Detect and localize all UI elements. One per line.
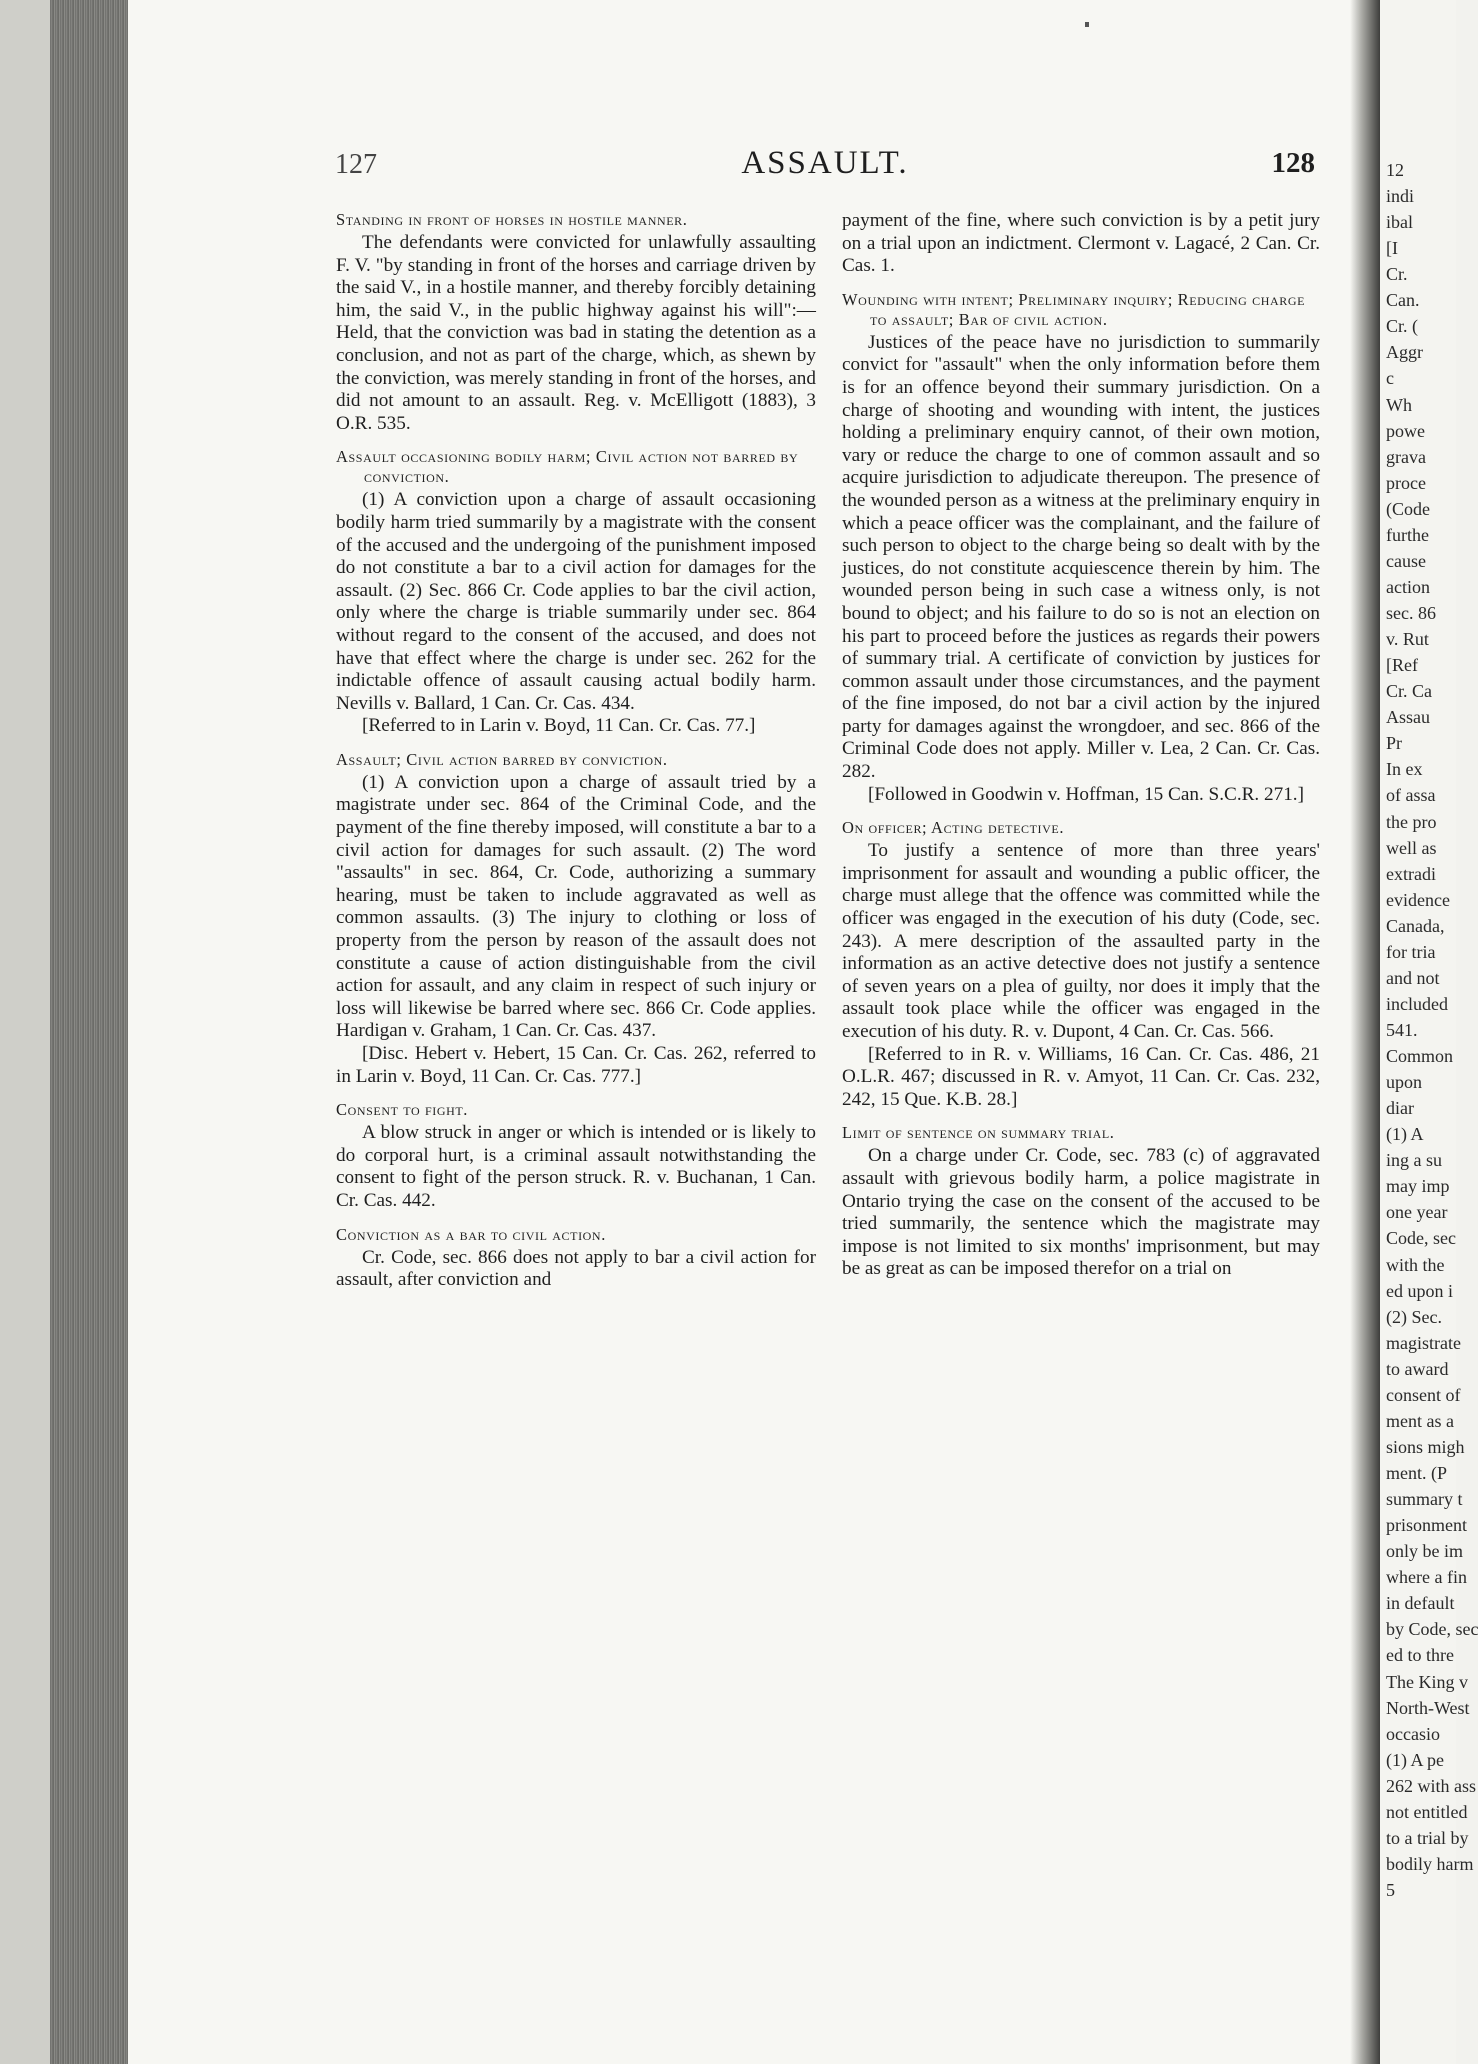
next-page-text-fragment: Canada, (1386, 915, 1445, 936)
next-page-text-fragment: In ex (1386, 759, 1423, 780)
next-page-text-fragment: Assau (1386, 707, 1430, 728)
print-mark (1085, 22, 1089, 27)
next-page-text-fragment: ed to thre (1386, 1645, 1454, 1666)
next-page-text-fragment: (1) A pe (1386, 1749, 1444, 1770)
next-page-text-fragment: magistrate (1386, 1332, 1461, 1353)
next-page-text-fragment: ing a su (1386, 1150, 1442, 1171)
next-page-text-fragment: [I (1386, 238, 1398, 259)
next-page-text-fragment: of assa (1386, 785, 1436, 806)
next-page-text-fragment: only be im (1386, 1541, 1463, 1562)
next-page-text-fragment: Pr (1386, 733, 1403, 754)
next-page-text-fragment: where a fin (1386, 1567, 1467, 1588)
section-heading: Assault; Civil action barred by conviction. (336, 749, 668, 769)
next-page-text-fragment: Cr. ( (1386, 316, 1419, 337)
next-page-text-fragment: (1) A (1386, 1124, 1424, 1145)
next-page-text-fragment: ed upon i (1386, 1280, 1453, 1301)
next-page-text-fragment: ment. (P (1386, 1463, 1447, 1484)
next-page-text-fragment: the pro (1386, 811, 1437, 832)
next-page-text-fragment: sions migh (1386, 1436, 1465, 1457)
next-page-text-fragment: to a trial by (1386, 1827, 1469, 1848)
next-page-text-fragment: ment as a (1386, 1410, 1454, 1431)
book-edge (0, 0, 50, 2064)
right-column (842, 210, 1320, 1281)
next-page-text-fragment: prisonment (1386, 1515, 1467, 1536)
next-page-text-fragment: Code, sec (1386, 1228, 1456, 1249)
case-paragraph: Cr. Code, sec. 866 does not apply to bar a civil action for assault, after conviction and (336, 1246, 816, 1291)
case-paragraph: A blow struck in anger or which is intended or is likely to do corporal hurt, is a criminal assault notwithstanding the consent to fight of the person struck. R. v. Buchanan, 1 Can. Cr. Cas. 442. (336, 1122, 816, 1211)
next-page-text-fragment: indi (1386, 186, 1415, 207)
book-gutter (1350, 0, 1380, 2064)
running-header (335, 145, 1315, 195)
next-page-text-fragment: may imp (1386, 1176, 1450, 1197)
next-page-text-fragment: with the (1386, 1254, 1445, 1275)
section-heading: Standing in front of horses in hostile manner. (336, 210, 688, 229)
next-page-text-fragment: occasio (1386, 1723, 1440, 1744)
case-paragraph: The defendants were convicted for unlawfully assaulting F. V. "by standing in front of the horses and carriage driven by the said V., in a hostile manner, and thereby forcibly detaining him, the said V., in the public highway against his will":—Held, that the conviction was bad in stating the detention as a conclusion, and not as part of the charge, which, as shewn by the conviction, was merely standing in front of the horses, and did not amount to an assault. Reg. v. McElligott (1883), 3 O.R. 535. (336, 232, 816, 434)
next-page-text-fragment: [Ref (1386, 655, 1418, 676)
next-page-text-fragment: upon (1386, 1072, 1422, 1093)
next-page-text-fragment: powe (1386, 420, 1425, 441)
next-page-text-fragment: for tria (1386, 941, 1436, 962)
next-page-edge (1380, 0, 1478, 2064)
next-page-text-fragment: Wh (1386, 394, 1412, 415)
next-page-text-fragment: by Code, sec (1386, 1619, 1478, 1640)
next-page-text-fragment: c (1386, 368, 1394, 389)
next-page-text-fragment: not entitled (1386, 1801, 1468, 1822)
next-page-text-fragment: extradi (1386, 863, 1436, 884)
next-page-text-fragment: Cr. (1386, 264, 1408, 285)
next-page-text-fragment: bodily harm (1386, 1853, 1474, 1874)
next-page-text-fragment: cause (1386, 550, 1426, 571)
next-page-text-fragment: Cr. Ca (1386, 681, 1433, 702)
case-paragraph: (1) A conviction upon a charge of assault occasioning bodily harm tried summarily by a magistrate with the consent of the accused and the undergoing of the punishment imposed do not constitute a bar to a civil action for damages for the assault. (2) Sec. 866 Cr. Code applies to bar the civil action, only where the charge is triable summarily under sec. 864 without regard to the consent of the accused, and does not have that effect where the charge is under sec. 262 for the indictable offence of assault causing actual bodily harm. Nevills v. Ballard, 1 Can. Cr. Cas. 434. (336, 489, 816, 714)
section-heading: Limit of sentence on summary trial. (842, 1123, 1115, 1143)
section-heading: Wounding with intent; Preliminary inquiry; Reducing charge to assault; Bar of civil action. (842, 289, 1306, 329)
next-page-text-fragment: to award (1386, 1358, 1449, 1379)
next-page-text-fragment: ibal (1386, 212, 1413, 233)
next-page-text-fragment: (Code (1386, 498, 1430, 519)
next-page-text-fragment: one year (1386, 1202, 1448, 1223)
next-page-text-fragment: grava (1386, 446, 1426, 467)
next-page-text-fragment: and not (1386, 967, 1440, 988)
page-edges (50, 0, 128, 2064)
page-number-right: 128 (1271, 147, 1315, 179)
next-page-text-fragment: North-West (1386, 1697, 1470, 1718)
next-page-text-fragment: Common (1386, 1046, 1454, 1067)
citation-note: [Followed in Goodwin v. Hoffman, 15 Can. S.C.R. 271.] (868, 783, 1304, 805)
case-paragraph-continued: payment of the fine, where such conviction is by a petit jury on a trial upon an indictment. Clermont v. Lagacé, 2 Can. Cr. Cas. 1. (842, 210, 1320, 277)
next-page-text-fragment: evidence (1386, 889, 1450, 910)
page-number-left: 127 (335, 149, 377, 180)
section-heading: Assault occasioning bodily harm; Civil action not barred by conviction. (336, 447, 799, 487)
case-paragraph: To justify a sentence of more than three years' imprisonment for assault and wounding a public officer, the charge must allege that the offence was committed while the officer was engaged in the execution of his duty (Code, sec. 243). A mere description of the assaulted party in the information as an active detective does not justify a sentence of seven years on a plea of guilty, nor does it imply that the assault took place while the officer was engaged in the execution of his duty. R. v. Dupont, 4 Can. Cr. Cas. 566. (842, 840, 1320, 1042)
section-heading: Consent to fight. (336, 1100, 469, 1120)
citation-note: [Disc. Hebert v. Hebert, 15 Can. Cr. Cas. 262, referred to in Larin v. Boyd, 11 Can. Cr. Cas. 777.] (336, 1043, 816, 1087)
page-title: ASSAULT. (741, 145, 909, 181)
next-page-text-fragment: (2) Sec. (1386, 1306, 1442, 1327)
next-page-text-fragment: in default (1386, 1593, 1455, 1614)
next-page-text-fragment: Aggr (1386, 342, 1423, 363)
citation-note: [Referred to in Larin v. Boyd, 11 Can. Cr. Cas. 77.] (362, 715, 756, 737)
case-paragraph: Justices of the peace have no jurisdiction to summarily convict for "assault" when the only information before them is for an offence beyond their summary jurisdiction. On a charge of shooting and wounding with intent, the justices holding a preliminary enquiry cannot, of their own motion, vary or reduce the charge to one of common assault and so acquire jurisdiction to adjudicate thereupon. The presence of the wounded person as a witness at the preliminary enquiry in which a peace officer was the complainant, and the failure of such person to object to the charge being so dealt with by the justices, do not constitute acquiescence therein by him. The wounded person being in such case a witness only, is not bound to object; and his failure to do so is not an election on his part to proceed before the justices as regards their powers of summary trial. A certificate of conviction by justices for common assault under those circumstances, and the payment of the fine imposed, do not bar a civil action by the injured party for damages against the wrongdoer, and sec. 866 of the Criminal Code does not apply. Miller v. Lea, 2 Can. Cr. Cas. 282. (842, 331, 1320, 783)
next-page-text-fragment: action (1386, 576, 1430, 597)
left-column (336, 210, 816, 1292)
next-page-text-fragment: diar (1386, 1098, 1414, 1119)
next-page-text-fragment: v. Rut (1386, 629, 1429, 650)
next-page-text-fragment: consent of (1386, 1384, 1461, 1405)
next-page-text-fragment: furthe (1386, 524, 1429, 545)
next-page-text-fragment: 5 (1386, 1880, 1395, 1900)
next-page-text-fragment: 541. (1386, 1020, 1418, 1040)
section-heading: Conviction as a bar to civil action. (336, 1224, 606, 1244)
next-page-text-fragment: well as (1386, 837, 1437, 858)
next-page-text-fragment: The King v (1386, 1671, 1468, 1692)
next-page-text-fragment: 12 (1386, 160, 1404, 180)
case-paragraph: (1) A conviction upon a charge of assault tried by a magistrate under sec. 864 of the Criminal Code, and the payment of the fine thereby imposed, will constitute a bar to a civil action for damages for such assault. (2) The word "assaults" in sec. 864, Cr. Code, authorizing a summary hearing, must be taken to include aggravated as well as common assaults. (3) The injury to clothing or loss of property from the person by reason of the assault does not constitute a cause of action distinguishable from the civil action for assault, and any claim in respect of such injury or loss will likewise be barred where sec. 866 Cr. Code applies. Hardigan v. Graham, 1 Can. Cr. Cas. 437. (336, 771, 816, 1042)
next-page-text-fragment: summary t (1386, 1489, 1463, 1510)
next-page-text-fragment: Can. (1386, 290, 1420, 311)
section-heading: On officer; Acting detective. (842, 818, 1065, 838)
citation-note: [Referred to in R. v. Williams, 16 Can. Cr. Cas. 486, 21 O.L.R. 467; discussed in R. v. Amyot, 11 Can. Cr. Cas. 232, 242, 15 Que. K.B. 28.] (842, 1043, 1320, 1110)
next-page-text-fragment: sec. 86 (1386, 603, 1436, 624)
next-page-text-fragment: 262 with ass (1386, 1775, 1476, 1796)
next-page-text-fragment: proce (1386, 472, 1426, 493)
next-page-text-fragment: included (1386, 993, 1448, 1014)
case-paragraph: On a charge under Cr. Code, sec. 783 (c) of aggravated assault with grievous bodily harm, a police magistrate in Ontario trying the case on the consent of the accused to be tried summarily, the sentence which the magistrate may impose is not limited to six months' imprisonment, but may be as great as can be imposed therefor on a trial on (842, 1145, 1320, 1280)
